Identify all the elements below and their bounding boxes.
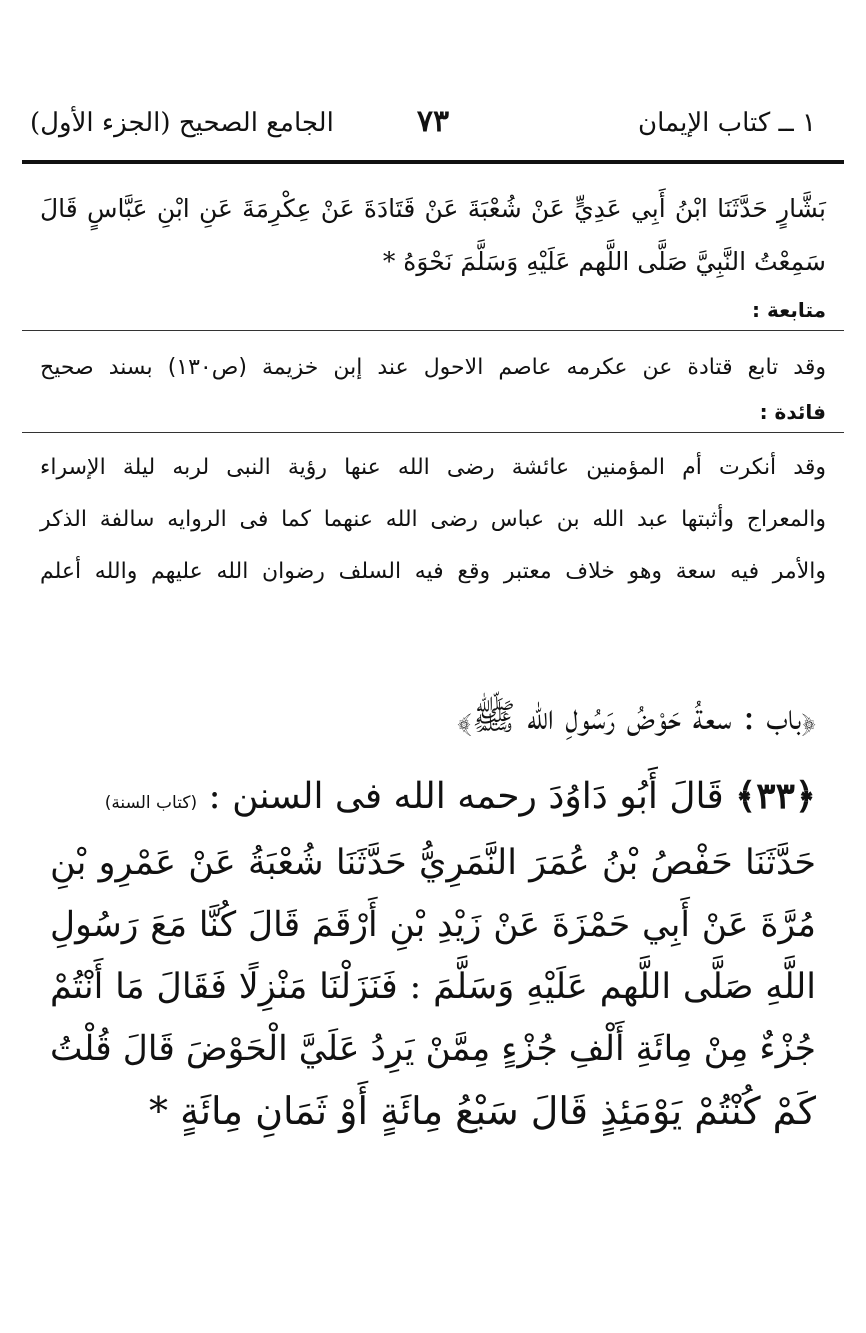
bab-heading [40,688,816,748]
section-divider [22,330,844,331]
mutabaa-text [40,342,826,394]
text-line: مُرَّةَ عَنْ أَبِي حَمْزَةَ عَنْ زَيْدِ بْنِ أَرْقَمَ قَالَ كُنَّا مَعَ رَسُولِ [50,905,816,945]
page-header [30,100,836,152]
text-line: حَدَّثَنَا حَفْصُ بْنُ عُمَرَ النَّمَرِيُّ حَدَّثَنَا شُعْبَةُ عَنْ عَمْرِو بْنِ [50,843,816,883]
text-line: والمعراج وأثبتها عبد الله بن عباس رضى الله عنهما كما فى الروايه سالفة الذكر [40,507,826,532]
faida-section [40,392,826,432]
text-line: كَمْ كُنْتُمْ يَوْمَئِذٍ قَالَ سَبْعُ مِائَةٍ أَوْ ثَمَانِ مِائَةٍ * [149,1089,816,1133]
faida-label: فائدة : [759,400,826,424]
chapter-heading: ١ ــ كتاب الإيمان [638,108,816,138]
hadith-text [50,832,816,1142]
text-line: وقد تابع قتادة عن عكرمه عاصم الاحول عند إبن خزيمة (ص١٣٠) بسند صحيح [40,355,826,380]
page-number: ٧٣ [416,104,450,139]
text-line: والأمر فيه سعة وهو خلاف معتبر وقع فيه السلف رضوان الله عليهم والله أعلم [40,559,826,584]
hadith-intro [40,766,816,833]
faida-text [40,442,826,598]
mutabaa-section [40,290,826,330]
text-line: سَمِعْتُ النَّبِيَّ صَلَّى اللَّهم عَلَيْهِ وَسَلَّمَ نَحْوَهُ * [382,247,826,276]
text-line: وقد أنكرت أم المؤمنين عائشة رضى الله عنها رؤية النبى لربه ليلة الإسراء [40,455,826,480]
book-title: الجامع الصحيح (الجزء الأول) [30,108,334,138]
header-rule-thick [22,160,844,164]
hadith-source: (كتاب السنة) [104,793,198,813]
bab-title: ﴿باب : سعةُ حَوْضُ رَسُولِ الله ﷺ﴾ [457,697,816,738]
hadith-number: ﴿٣٣﴾ [735,775,816,817]
mutabaa-label: متابعة : [752,298,826,322]
text-line: اللَّهِ صَلَّى اللَّهم عَلَيْهِ وَسَلَّمَ : فَنَزَلْنَا مَنْزِلًا فَقَالَ مَا أَنْتُمْ [50,967,816,1007]
previous-hadith-text [40,182,826,288]
text-line: جُزْءٌ مِنْ مِائَةِ أَلْفِ جُزْءٍ مِمَّنْ يَرِدُ عَلَيَّ الْحَوْضَ قَالَ قُلْتُ [50,1029,816,1069]
section-divider [22,432,844,433]
text-line: بَشَّارٍ حَدَّثَنَا ابْنُ أَبِي عَدِيٍّ عَنْ شُعْبَةَ عَنْ قَتَادَةَ عَنْ عِكْرِمَةَ عَنِ ابْنِ عَبَّاسٍ قَالَ [40,194,826,223]
hadith-narrator-intro: قَالَ أَبُو دَاوُدَ رحمه الله فى السنن : [208,776,724,817]
